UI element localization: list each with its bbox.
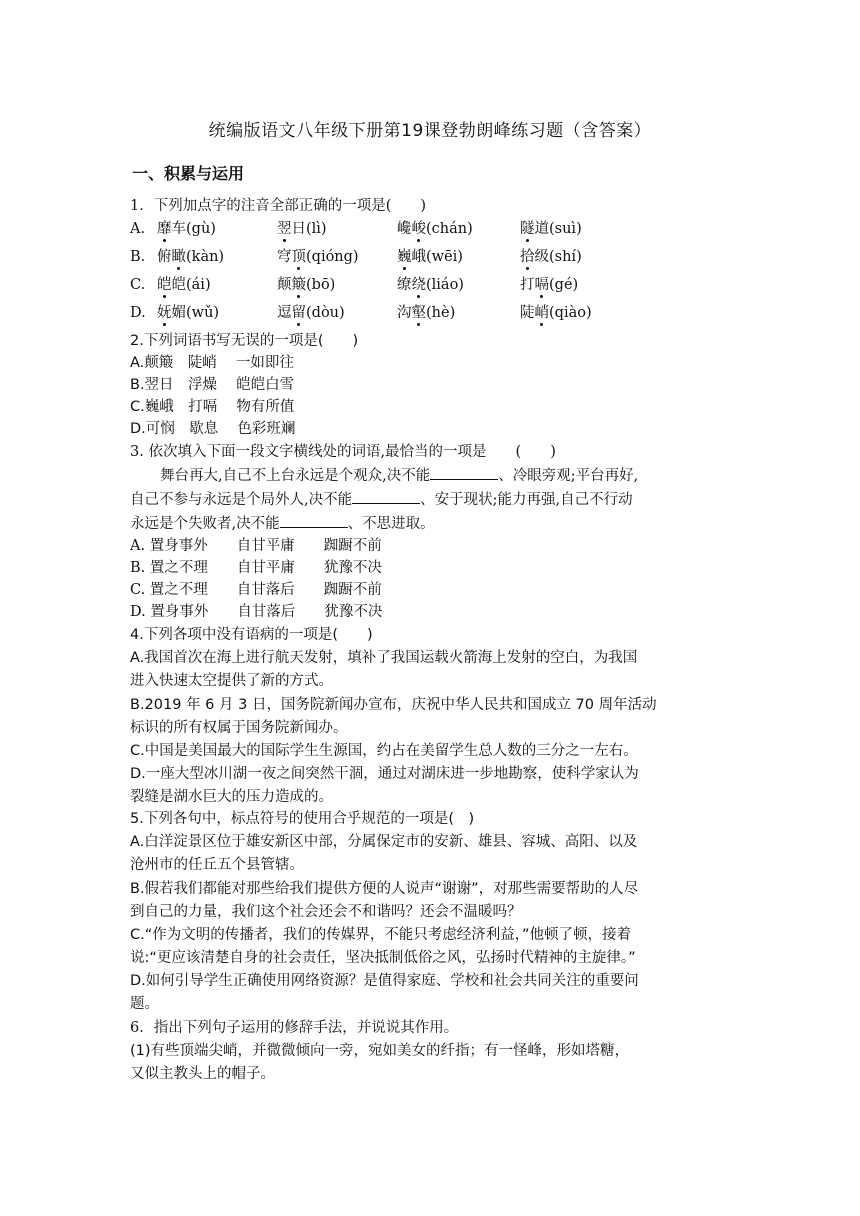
q2-option-d: D.可悯 歇息 色彩班斓 — [130, 421, 296, 437]
plain-character: 打 — [520, 277, 535, 293]
q1-option-item — [157, 274, 211, 296]
pinyin-text: (liáo) — [426, 277, 464, 293]
q1-option-item — [157, 218, 216, 240]
q3-stem: 3. 依次填入下面一段文字横线处的词语,最恰当的一项是 ( ) — [130, 444, 556, 460]
option-label: B. — [130, 249, 146, 265]
q3-text: 、安于现状;能力再强,自己不行动 — [420, 492, 633, 508]
dotted-character: 簸 — [291, 277, 306, 293]
pinyin-text: 车(gù) — [171, 221, 216, 237]
pinyin-text: 媚(wǔ) — [171, 305, 220, 321]
q4-line: 进入快速太空提供了新的方式。 — [130, 673, 333, 689]
pinyin-text: 道(suì) — [534, 221, 582, 237]
q5-line: A.白洋淀景区位于雄安新区中部，分属保定市的安新、雄县、容城、高阳、以及 — [130, 834, 638, 850]
q1-option-item — [397, 218, 473, 240]
q5-line: 沧州市的任丘五个县管辖。 — [130, 857, 304, 873]
q4-line: B.2019 年 6 月 3 日，国务院新闻办宣布，庆祝中华人民共和国成立 70 周年活动 — [130, 697, 657, 713]
q1-option-item — [520, 274, 578, 296]
q2-option-c: C.巍峨 打嗝 物有所值 — [130, 399, 295, 415]
dotted-character: 峻 — [411, 221, 426, 237]
q1-option-item — [397, 274, 464, 296]
dotted-character: 留 — [291, 305, 306, 321]
dotted-character: 嗝 — [534, 277, 549, 293]
q6-stem: 6．指出下列句子运用的修辞手法，并说说其作用。 — [130, 1020, 459, 1036]
option-label: A. — [130, 221, 146, 237]
q3-paragraph-line-1 — [160, 465, 638, 487]
q3-option-a: A. 置身事外 自甘平庸 踟蹰不前 — [130, 538, 382, 554]
q1-option-item — [277, 246, 359, 268]
q3-text: 、冷眼旁观;平台再好, — [498, 468, 639, 484]
pinyin-text: (dòu) — [306, 305, 345, 321]
pinyin-text: (bō) — [306, 277, 336, 293]
fill-blank — [280, 513, 348, 528]
pinyin-text: 日(lì) — [291, 221, 327, 237]
option-label: C. — [130, 277, 146, 293]
q5-line: 题。 — [130, 996, 159, 1012]
plain-character: 俯 — [157, 249, 172, 265]
q1-option-item — [520, 218, 582, 240]
q3-text: 、不思进取。 — [347, 516, 435, 532]
q1-option-item — [277, 274, 335, 296]
plain-character: 逗 — [277, 305, 292, 321]
q3-text: 自己不参与永远是个局外人,决不能 — [130, 492, 353, 508]
pinyin-text: (hè) — [426, 305, 456, 321]
q4-line: C.中国是美国最大的国际学生生源国，约占在美留学生总人数的三分之一左右。 — [130, 743, 638, 759]
plain-character: 沟 — [397, 305, 412, 321]
dotted-character: 翌 — [277, 221, 292, 237]
q6-line: 又似主教头上的帽子。 — [130, 1066, 275, 1082]
pinyin-text: 级(shí) — [534, 249, 582, 265]
dotted-character: 隧 — [520, 221, 535, 237]
pinyin-text: 峨(wēi) — [411, 249, 463, 265]
q2-option-b: B.翌日 浮燥 皑皑白雪 — [130, 377, 295, 393]
q4-line: D.一座大型冰川湖一夜之间突然干涸，通过对湖床进一步地勘察，使科学家认为 — [130, 766, 639, 782]
plain-character: 穹 — [277, 249, 292, 265]
q6-line: (1)有些顶端尖峭，并微微倾向一旁，宛如美女的纤指；有一怪峰，形如塔糖， — [130, 1043, 630, 1059]
q5-line: 说:“更应该清楚自身的社会责任，坚决抵制低俗之风，弘扬时代精神的主旋律。” — [130, 950, 636, 966]
q3-paragraph-line-3 — [130, 513, 435, 535]
dotted-character: 峭 — [534, 305, 549, 321]
plain-character: 颠 — [277, 277, 292, 293]
q1-option-item — [397, 246, 463, 268]
q3-option-b: B. 置之不理 自甘平庸 犹豫不决 — [130, 560, 382, 576]
dotted-character: 拾 — [520, 249, 535, 265]
q3-paragraph-line-2 — [130, 489, 633, 511]
pinyin-text: (chán) — [426, 221, 473, 237]
q1-option-item — [520, 302, 592, 324]
option-label: D. — [130, 305, 146, 321]
q1-option-item — [157, 302, 219, 324]
q4-line: 裂缝是湖水巨大的压力造成的。 — [130, 789, 333, 805]
q1-option-item — [397, 302, 455, 324]
dotted-character: 皑 — [157, 277, 172, 293]
q5-line: C.“作为文明的传播者，我们的传媒界，不能只考虑经济利益，”他顿了顿，接着 — [130, 927, 632, 943]
q5-line: D.如何引导学生正确使用网络资源？是值得家庭、学校和社会共同关注的重要问 — [130, 973, 639, 989]
q5-stem: 5.下列各句中，标点符号的使用合乎规范的一项是( ) — [130, 811, 475, 827]
dotted-character: 靡 — [157, 221, 172, 237]
q2-stem: 2.下列词语书写无误的一项是( ) — [130, 333, 359, 349]
fill-blank — [430, 465, 498, 480]
q1-stem: 1．下列加点字的注音全部正确的一项是( ) — [130, 198, 427, 214]
pinyin-text: (gé) — [549, 277, 579, 293]
plain-character: 陡 — [520, 305, 535, 321]
dotted-character: 妩 — [157, 305, 172, 321]
q5-line: 到自己的力量，我们这个社会还会不和谐吗？还会不温暖吗？ — [130, 904, 522, 920]
q1-option-item — [157, 246, 224, 268]
q1-option-item — [277, 218, 327, 240]
dotted-character: 壑 — [411, 305, 426, 321]
q3-option-c: C. 置之不理 自甘落后 踟蹰不前 — [130, 582, 382, 598]
q5-line: B.假若我们都能对那些给我们提供方便的人说声“谢谢”，对那些需要帮助的人尽 — [130, 881, 639, 897]
plain-character: 巉 — [397, 221, 412, 237]
q1-option-item — [277, 302, 345, 324]
q3-option-d: D. 置身事外 自甘落后 犹豫不决 — [130, 604, 383, 620]
q4-stem: 4.下列各项中没有语病的一项是( ) — [130, 627, 373, 643]
q4-line: 标识的所有权属于国务院新闻办。 — [130, 720, 348, 736]
pinyin-text: 皑(ái) — [171, 277, 211, 293]
dotted-character: 顶 — [291, 249, 306, 265]
q3-text: 永远是个失败者,决不能 — [130, 516, 280, 532]
section-heading: 一、积累与运用 — [132, 164, 245, 183]
q1-option-item — [520, 246, 582, 268]
dotted-character: 瞰 — [171, 249, 186, 265]
fill-blank — [352, 489, 420, 504]
plain-character: 缭 — [397, 277, 412, 293]
pinyin-text: (qiào) — [549, 305, 592, 321]
q3-text: 舞台再大,自己不上台永远是个观众,决不能 — [160, 468, 431, 484]
pinyin-text: (qióng) — [306, 249, 359, 265]
pinyin-text: (kàn) — [186, 249, 225, 265]
dotted-character: 巍 — [397, 249, 412, 265]
dotted-character: 绕 — [411, 277, 426, 293]
q2-option-a: A.颠簸 陡峭 一如即往 — [130, 355, 294, 371]
q4-line: A.我国首次在海上进行航天发射，填补了我国运载火箭海上发射的空白，为我国 — [130, 650, 638, 666]
document-title: 统编版语文八年级下册第19课登勃朗峰练习题（含答案） — [208, 121, 652, 141]
